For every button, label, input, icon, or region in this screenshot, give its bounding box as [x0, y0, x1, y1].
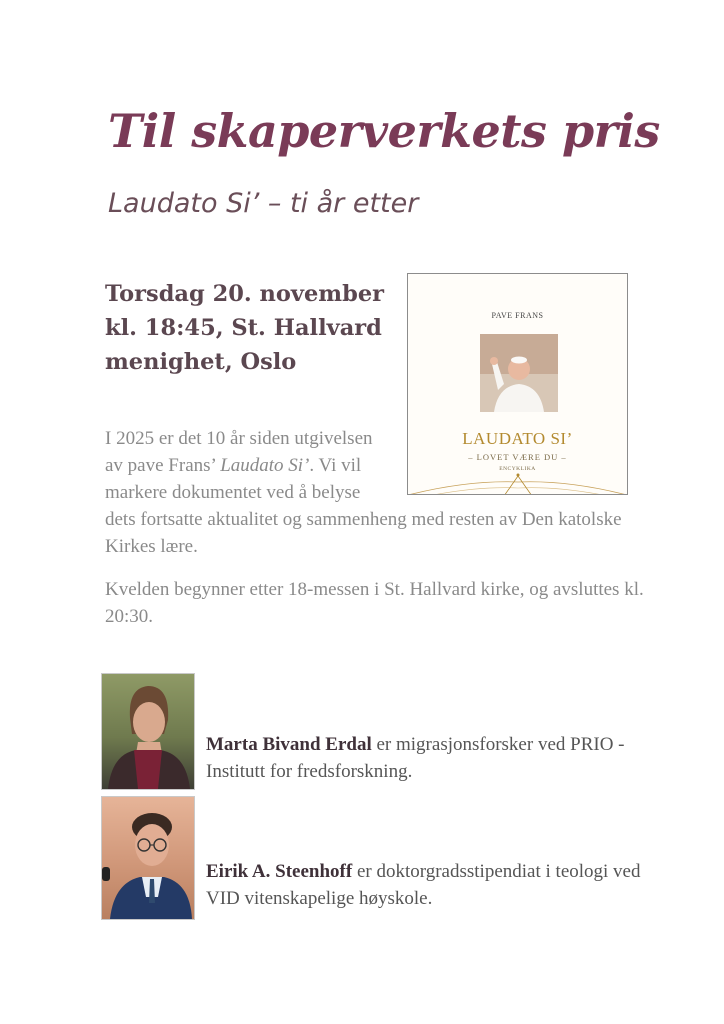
person-silhouette-icon	[102, 674, 194, 789]
book-title: LAUDATO SI’	[462, 429, 573, 448]
event-time-place: kl. 18:45, St. Hallvard	[105, 315, 382, 341]
intro-text-part2: . Vi vil markere dokumentet ved å belyse dets fortsatte aktualitet og sammenheng med resten av Den katolske Kirkes lære.	[105, 455, 622, 557]
speaker-role-eirik: er doktorgradsstipendiat i teologi ved VID vitenskapelige høyskole.	[206, 861, 641, 909]
pope-photo	[480, 334, 558, 412]
event-date: Torsdag 20. november	[105, 281, 385, 307]
person-silhouette-icon	[102, 797, 194, 919]
book-author: PAVE FRANS	[491, 311, 544, 320]
speaker-name-marta: Marta Bivand Erdal	[206, 734, 372, 755]
event-date-location	[105, 277, 405, 379]
float-spacer	[379, 425, 665, 505]
book-tag: ENCYKLIKA	[499, 466, 536, 472]
book-subtitle: – LOVET VÆRE DU –	[468, 452, 567, 462]
intro-text-part1: I 2025 er det 10 år siden utgivelsen av pave Frans’	[105, 428, 373, 476]
event-title: Til skaperverkets pris	[108, 104, 660, 158]
event-subtitle: Laudato Si’ – ti år etter	[108, 188, 419, 219]
speaker-photo-eirik	[101, 796, 195, 920]
speaker-photo-marta	[101, 673, 195, 790]
speaker-bio-marta	[206, 731, 676, 785]
speaker-name-eirik: Eirik A. Steenhoff	[206, 861, 353, 882]
speaker-role-marta: er migrasjonsforsker ved PRIO - Institutt for fredsforskning.	[206, 734, 625, 782]
event-parish: menighet, Oslo	[105, 349, 297, 375]
schedule-paragraph: Kvelden begynner etter 18-messen i St. Hallvard kirke, og avsluttes kl. 20:30.	[105, 579, 644, 627]
intro-paragraph	[105, 425, 665, 560]
pope-figure-icon	[480, 334, 558, 412]
intro-text-italic: Laudato Si’	[220, 455, 310, 476]
speaker-bio-eirik	[206, 858, 676, 912]
